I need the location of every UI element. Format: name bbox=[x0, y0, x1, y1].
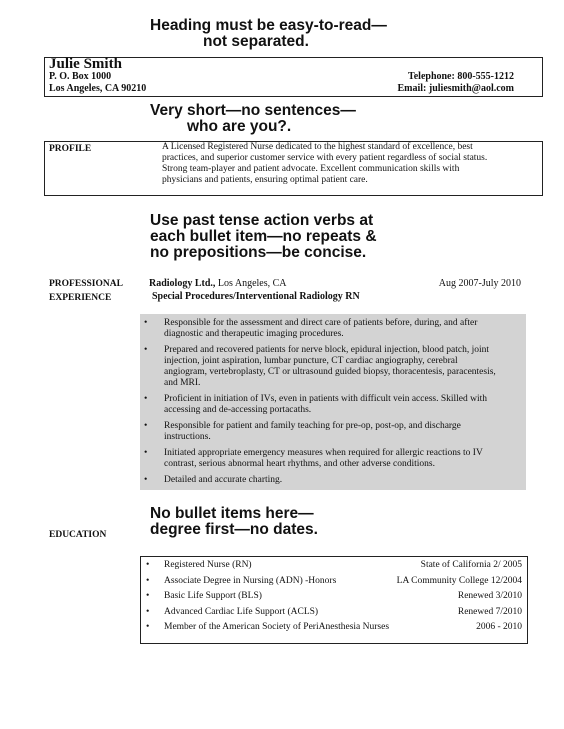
education-detail: State of California 2/ 2005 bbox=[420, 560, 522, 570]
profile-advice-note bbox=[150, 103, 380, 135]
experience-bullet-item bbox=[142, 421, 522, 443]
note-line: degree first—no dates. bbox=[150, 521, 318, 538]
education-credential: Member of the American Society of PeriAnesthesia Nurses bbox=[164, 622, 390, 632]
bullet-line: diagnostic and therapeutic imaging procedures. bbox=[164, 329, 344, 339]
employer-location: Los Angeles, CA bbox=[215, 278, 287, 289]
email-address: Email: juliesmith@aol.com bbox=[397, 83, 514, 94]
job-title: Special Procedures/Interventional Radiology RN bbox=[152, 291, 360, 302]
experience-label-line-1: PROFESSIONAL bbox=[49, 279, 123, 289]
bullet-line: Responsible for patient and family teaching for pre-op, post-op, and discharge bbox=[164, 421, 461, 431]
experience-bullet-item bbox=[142, 345, 522, 389]
heading-advice-note bbox=[150, 18, 410, 50]
bullet-line: Proficient in initiation of IVs, even in patients with difficult vein access. Skilled with bbox=[164, 394, 488, 404]
education-detail: Renewed 3/2010 bbox=[457, 591, 522, 601]
experience-bullet-item bbox=[142, 394, 522, 416]
education-credential: Registered Nurse (RN) bbox=[164, 560, 252, 570]
profile-line: Strong team-player and patient advocate. Excellent communication skills with bbox=[162, 164, 460, 174]
note-line: not separated. bbox=[203, 33, 309, 50]
bullet-line: and MRI. bbox=[164, 378, 201, 388]
bullet-line: instructions. bbox=[164, 432, 211, 442]
note-line: Use past tense action verbs at bbox=[150, 212, 374, 229]
note-line: No bullet items here— bbox=[150, 505, 314, 522]
employer-name: Radiology Ltd., bbox=[149, 278, 216, 289]
experience-bullets bbox=[142, 318, 522, 491]
education-label: EDUCATION bbox=[49, 530, 107, 540]
education-advice-note bbox=[150, 506, 380, 538]
experience-label-line-2: EXPERIENCE bbox=[49, 293, 112, 303]
bullet-icon: • bbox=[144, 448, 148, 458]
education-detail: Renewed 7/2010 bbox=[457, 606, 522, 617]
bullet-icon: • bbox=[146, 606, 150, 617]
profile-line: A Licensed Registered Nurse dedicated to the highest standard of excellence, best bbox=[162, 142, 473, 152]
bullet-icon: • bbox=[144, 394, 148, 404]
bullet-icon: • bbox=[146, 591, 150, 601]
experience-advice-note bbox=[150, 213, 410, 261]
education-detail: LA Community College 12/2004 bbox=[396, 575, 522, 586]
bullet-line: Detailed and accurate charting. bbox=[164, 475, 283, 485]
experience-bullet-item bbox=[142, 318, 522, 340]
bullet-line: angiogram, vertebroplasty, CT or ultrasound guided biopsy, thoracentesis, paracentesis, bbox=[164, 367, 496, 377]
education-detail: 2006 - 2010 bbox=[476, 622, 522, 632]
bullet-line: injection, joint aspiration, lumbar puncture, CT cardiac angiography, cerebral bbox=[164, 356, 458, 366]
bullet-line: Initiated appropriate emergency measures when required for allergic reactions to IV bbox=[164, 448, 483, 458]
experience-bullet-item bbox=[142, 448, 522, 470]
note-line: each bullet item—no repeats & bbox=[150, 228, 377, 245]
bullet-icon: • bbox=[144, 475, 148, 485]
profile-text bbox=[162, 142, 527, 186]
education-credential: Basic Life Support (BLS) bbox=[164, 591, 262, 601]
education-credential: Associate Degree in Nursing (ADN) -Honors bbox=[164, 575, 337, 586]
bullet-line: accessing and de-accessing portacaths. bbox=[164, 405, 312, 415]
bullet-line: contrast, serious abnormal heart rhythms, and other adverse conditions. bbox=[164, 459, 435, 469]
experience-bullet-item bbox=[142, 475, 522, 486]
note-line: Very short—no sentences— bbox=[150, 102, 356, 119]
education-credential: Advanced Cardiac Life Support (ACLS) bbox=[164, 606, 319, 617]
bullet-line: Prepared and recovered patients for nerve block, epidural injection, blood patch, joint bbox=[164, 345, 489, 355]
profile-label: PROFILE bbox=[49, 144, 92, 154]
note-line: Heading must be easy-to-read— bbox=[150, 17, 387, 34]
bullet-icon: • bbox=[144, 345, 148, 355]
profile-line: physicians and patients, ensuring optimal patient care. bbox=[162, 175, 368, 185]
note-line: no prepositions—be concise. bbox=[150, 244, 367, 261]
bullet-icon: • bbox=[144, 318, 148, 328]
employer-line bbox=[149, 278, 287, 289]
bullet-icon: • bbox=[146, 560, 150, 570]
bullet-icon: • bbox=[146, 575, 150, 586]
candidate-name: Julie Smith bbox=[49, 56, 122, 72]
bullet-icon: • bbox=[144, 421, 148, 431]
profile-line: practices, and superior customer service with every patient regardless of social status. bbox=[162, 153, 488, 163]
employment-dates: Aug 2007-July 2010 bbox=[438, 278, 521, 289]
note-line: who are you?. bbox=[187, 118, 292, 135]
address-line-2: Los Angeles, CA 90210 bbox=[49, 83, 147, 94]
address-line-1: P. O. Box 1000 bbox=[49, 71, 112, 82]
bullet-line: Responsible for the assessment and direct care of patients before, during, and after bbox=[164, 318, 478, 328]
phone-number: Telephone: 800-555-1212 bbox=[407, 71, 514, 82]
bullet-icon: • bbox=[146, 622, 150, 632]
